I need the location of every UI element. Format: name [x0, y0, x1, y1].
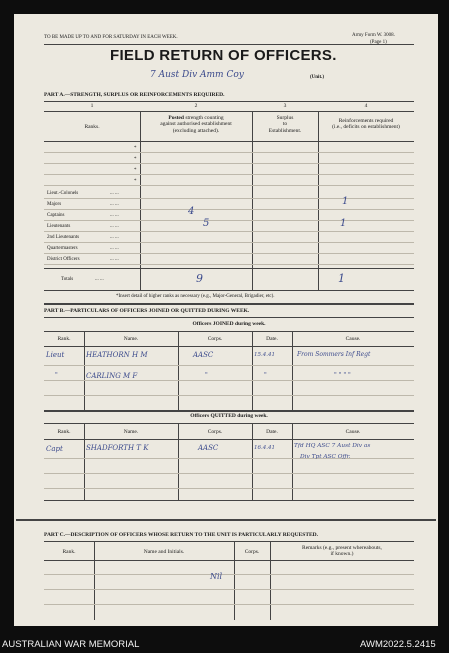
star-marker: * — [134, 179, 137, 184]
captains-posted-value: 4 — [188, 206, 195, 217]
part-a-section-end — [44, 303, 414, 305]
part-b-top-border — [44, 317, 414, 318]
page-title: FIELD RETURN OF OFFICERS. — [110, 47, 337, 64]
partc-row-rule — [44, 604, 414, 605]
quitted-title: Officers QUITTED during week. — [190, 413, 268, 419]
joined-header-rule — [44, 346, 414, 347]
quitted-col-date: Date. — [266, 429, 278, 435]
col-num-3: 3 — [283, 103, 287, 109]
row-rule — [44, 231, 414, 232]
joined-bottom-rule — [44, 410, 414, 412]
quitted-row-rule — [44, 458, 414, 459]
part-c-fold-rule — [16, 519, 436, 521]
joined-row1-date: 15.4.41 — [254, 352, 275, 358]
header-posted-bold: Posted — [168, 115, 184, 121]
col-num-4: 4 — [364, 103, 368, 109]
page-number: (Page 1) — [370, 40, 387, 45]
rank-dots: ... ... — [110, 257, 119, 262]
quitted-row1-rank: Capt — [46, 445, 63, 453]
part-c-top-border — [44, 541, 414, 542]
rank-2nd-lieutenants: 2nd Lieutenants — [47, 235, 80, 240]
partc-row-rule — [44, 574, 414, 575]
star-marker: * — [134, 157, 137, 162]
col-num-2: 2 — [194, 103, 198, 109]
joined-row2-rank: " — [55, 372, 58, 379]
header-surplus-line1: Surplus — [276, 115, 294, 121]
rank-dots: ... ... — [110, 246, 119, 251]
header-reinforcements — [318, 118, 414, 131]
header-surplus-line3: Establishment. — [268, 127, 302, 134]
joined-vline — [84, 331, 85, 410]
part-b-bottom-border — [44, 500, 414, 501]
joined-title-rule — [44, 331, 414, 332]
header-posted-rest: strength counting — [183, 115, 224, 121]
unit-handwriting: 7 Aust Div Amm Coy — [150, 70, 244, 80]
star-marker: * — [134, 168, 137, 173]
header-ranks: Ranks. — [84, 124, 100, 130]
rank-quartermasters: Quartermasters — [47, 246, 78, 251]
lieutenants-reinf-value: 1 — [340, 218, 347, 229]
joined-vline — [292, 331, 293, 410]
quitted-col-name: Name. — [123, 429, 139, 435]
header-bottom-rule — [44, 141, 414, 142]
row-rule — [44, 174, 414, 175]
totals-rule — [44, 268, 414, 269]
rank-dots: ... ... — [110, 224, 119, 229]
partc-nil-handwriting: Nil — [210, 572, 223, 581]
joined-row2-name: CARLING M F — [86, 372, 138, 380]
header-posted — [140, 115, 252, 134]
footer-accession: AWM2022.5.2415 — [360, 639, 436, 650]
joined-row1-corps: AASC — [193, 351, 214, 359]
part-b-title: PART B.—PARTICULARS OF OFFICERS JOINED OR QUITTED DURING WEEK. — [44, 308, 250, 314]
rank-dots: ... ... — [110, 213, 119, 218]
joined-row1-name: HEATHORN H M — [86, 351, 148, 359]
part-c-header-rule — [44, 560, 414, 561]
joined-row2-cause: " " " " — [334, 372, 351, 379]
partc-vline — [234, 541, 235, 620]
totals-label: Totals — [61, 277, 74, 282]
quitted-row1-name: SHADFORTH T K — [86, 444, 149, 452]
col-num-1: 1 — [90, 103, 94, 109]
rank-dots: ... ... — [110, 191, 119, 196]
quitted-row1-cause-line1: Tfd HQ ASC 7 Aust Div as — [294, 443, 371, 449]
partc-col-name: Name and Initials. — [143, 549, 185, 555]
part-a-top-border — [44, 101, 414, 102]
part-a-title: PART A.—STRENGTH, SURPLUS OR REINFORCEMENTS REQUIRED. — [44, 92, 225, 98]
quitted-row1-date: 16.4.41 — [254, 445, 275, 451]
rank-majors: Majors — [47, 202, 62, 207]
rank-lieut-colonels: Lieut.-Colonels — [47, 191, 79, 196]
joined-row2-date: " — [264, 372, 267, 379]
rank-dots: ... ... — [110, 235, 119, 240]
partc-col-remarks — [270, 545, 414, 558]
part-a-footnote: *Insert detail of higher ranks as necessary (e.g., Major-General, Brigadier, etc). — [116, 294, 275, 299]
joined-col-cause: Cause. — [345, 336, 361, 342]
row-rule — [44, 264, 414, 265]
unit-label: (Unit.) — [310, 75, 325, 80]
row-rule — [44, 209, 414, 210]
total-reinf-value: 1 — [338, 272, 345, 285]
joined-col-name: Name. — [123, 336, 139, 342]
partc-vline — [270, 541, 271, 620]
joined-col-rank: Rank. — [57, 336, 71, 342]
quitted-row-rule — [44, 473, 414, 474]
col-number-rule — [44, 111, 414, 112]
notice-text: TO BE MADE UP TO AND FOR SATURDAY IN EACH WEEK. — [44, 35, 178, 40]
row-rule — [44, 163, 414, 164]
majors-reinf-value: 1 — [342, 196, 349, 207]
joined-row-rule — [44, 380, 414, 381]
lieutenants-posted-value: 5 — [203, 218, 210, 229]
quitted-col-corps: Corps. — [207, 429, 223, 435]
total-posted-value: 9 — [196, 272, 203, 285]
part-c-title: PART C.—DESCRIPTION OF OFFICERS WHOSE RETURN TO THE UNIT IS PARTICULARLY REQUESTED. — [44, 532, 319, 538]
joined-row-rule — [44, 395, 414, 396]
form-number: Army Form W. 3008. — [352, 33, 395, 38]
row-rule — [44, 152, 414, 153]
quitted-row1-cause-line2: Div Tpt ASC Offr. — [300, 454, 351, 460]
joined-row1-rank: Lieut — [46, 351, 65, 359]
row-rule — [44, 198, 414, 199]
joined-title: Officers JOINED during week. — [192, 321, 266, 327]
quitted-col-cause: Cause. — [345, 429, 361, 435]
totals-dots: ... ... — [95, 277, 104, 282]
quitted-title-rule — [44, 423, 414, 424]
rank-captains: Captains — [47, 213, 65, 218]
star-marker: * — [134, 146, 137, 151]
row-rule — [44, 220, 414, 221]
joined-row2-corps: " — [205, 372, 208, 379]
header-reinf-line1: Reinforcements required — [338, 118, 394, 124]
partc-vline — [94, 541, 95, 620]
footer-credit: AUSTRALIAN WAR MEMORIAL — [2, 639, 140, 650]
header-posted-line3: (excluding attached). — [172, 127, 220, 134]
header-surplus-line2: to — [282, 121, 288, 128]
rank-district-officers: District Officers — [47, 257, 80, 262]
joined-vline — [252, 331, 253, 410]
joined-row-rule — [44, 365, 414, 366]
row-rule — [44, 242, 414, 243]
header-posted-line2: against authorised establishment — [160, 121, 232, 128]
joined-vline — [178, 331, 179, 410]
joined-col-date: Date. — [266, 336, 278, 342]
row-rule — [44, 185, 414, 186]
quitted-header-rule — [44, 439, 414, 440]
header-rule — [44, 44, 414, 45]
rank-lieutenants: Lieutenants — [47, 224, 71, 229]
quitted-col-rank: Rank. — [57, 429, 71, 435]
partc-col-corps: Corps. — [244, 549, 260, 555]
partc-col-rank: Rank. — [62, 549, 76, 555]
partc-row-rule — [44, 589, 414, 590]
rank-dots: ... ... — [110, 202, 119, 207]
header-reinf-line2: (i.e., deficits on establishment) — [332, 124, 400, 131]
joined-row1-cause: From Sommers Inf Regt — [297, 351, 371, 358]
quitted-row1-corps: AASC — [198, 444, 219, 452]
row-rule — [44, 253, 414, 254]
partc-remarks-line2: if known.) — [330, 551, 354, 558]
part-a-bottom-border — [44, 290, 414, 291]
partc-remarks-line1: Remarks (e.g., present whereabouts, — [302, 545, 382, 551]
quitted-row-rule — [44, 488, 414, 489]
header-surplus — [252, 115, 318, 134]
joined-col-corps: Corps. — [207, 336, 223, 342]
